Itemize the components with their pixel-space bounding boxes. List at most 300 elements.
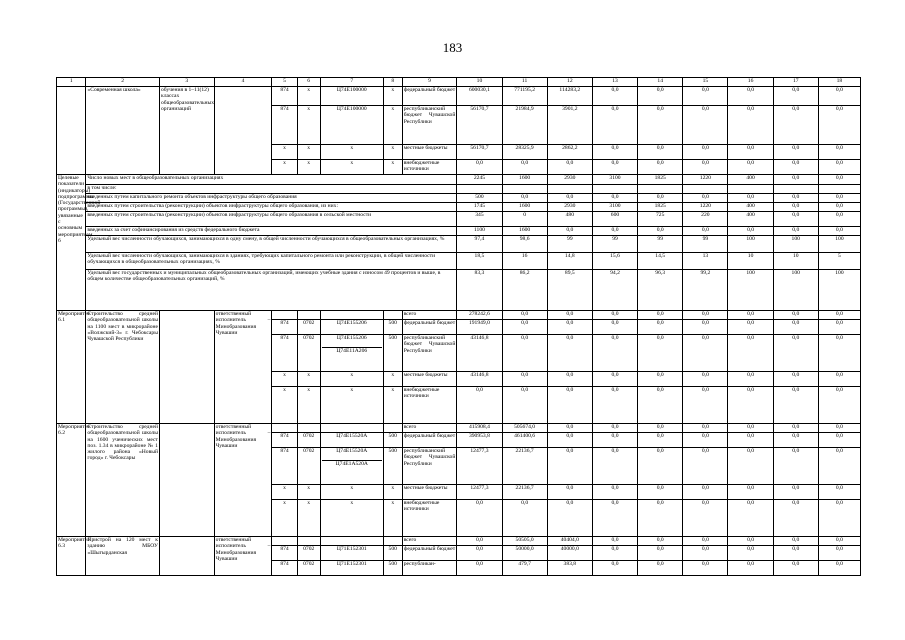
value-cell: 3100 <box>592 175 637 185</box>
value-cell: 0,0 <box>773 387 818 424</box>
value-cell: 383,8 <box>547 561 592 576</box>
table-cell <box>272 311 297 320</box>
table-cell <box>272 424 297 433</box>
funding-source: федеральный бюджет <box>402 433 457 448</box>
value-cell: 0,0 <box>592 537 637 546</box>
target-article-cell <box>320 448 383 485</box>
value-cell: 1825 <box>638 175 683 185</box>
value-cell: 0,0 <box>638 335 683 372</box>
value-cell: 56170,7 <box>457 106 502 145</box>
value-cell: 0,0 <box>683 485 728 500</box>
value-cell: 97,4 <box>457 236 502 253</box>
table-cell: х <box>272 387 297 424</box>
value-cell: 0,0 <box>728 160 773 175</box>
value-cell: 96,3 <box>638 270 683 311</box>
value-cell: 12477,3 <box>457 448 502 485</box>
value-cell: 0,0 <box>728 320 773 335</box>
column-number: 13 <box>592 78 637 87</box>
target-article-cell <box>320 387 383 424</box>
value-cell: 400 <box>728 203 773 212</box>
value-cell: 10 <box>728 253 773 270</box>
table-cell: 500 <box>383 561 402 576</box>
value-cell: 0,0 <box>728 424 773 433</box>
value-cell: 0,0 <box>818 227 860 236</box>
indicator-text: введенных за счет софинансирования из средств федерального бюджета <box>86 227 457 236</box>
value-cell: 0,0 <box>592 448 637 485</box>
value-cell: 0,0 <box>773 500 818 537</box>
value-cell: 0,0 <box>683 500 728 537</box>
value-cell: 0,0 <box>502 335 547 372</box>
value-cell: 0,0 <box>638 424 683 433</box>
target-article-cell <box>320 372 383 387</box>
indicator-text: в том числе: <box>86 185 457 194</box>
value-cell: 16 <box>502 253 547 270</box>
value-cell: 0,0 <box>638 320 683 335</box>
table-cell <box>383 424 402 433</box>
indicator-row <box>57 194 861 203</box>
indicator-row <box>57 227 861 236</box>
value-cell: 0,0 <box>818 212 860 227</box>
value-cell: 400 <box>728 212 773 227</box>
value-cell: 0,0 <box>638 106 683 145</box>
value-cell: 5 <box>818 253 860 270</box>
value-cell: 100 <box>818 236 860 253</box>
table-cell: 0702 <box>297 433 320 448</box>
value-cell: 0,0 <box>592 320 637 335</box>
value-cell: 0,0 <box>728 311 773 320</box>
value-cell: 98,6 <box>502 236 547 253</box>
value-cell: 1100 <box>457 227 502 236</box>
column-number: 14 <box>638 78 683 87</box>
value-cell: 0,0 <box>638 561 683 576</box>
value-cell: 114283,2 <box>547 87 592 106</box>
column-number: 18 <box>818 78 860 87</box>
empty-cell <box>159 424 214 537</box>
value-cell: 0,0 <box>728 448 773 485</box>
value-cell: 100 <box>728 270 773 311</box>
measure-label: Мероприятие 6.2 <box>57 424 86 537</box>
value-cell: 0,0 <box>683 320 728 335</box>
value-cell: 725 <box>638 212 683 227</box>
table-cell: 874 <box>272 335 297 372</box>
value-cell: 0,0 <box>818 311 860 320</box>
value-cell: 0,0 <box>683 424 728 433</box>
value-cell: 500 <box>457 194 502 203</box>
value-cell: 0,0 <box>547 227 592 236</box>
value-cell: 0,0 <box>638 485 683 500</box>
indicators-label: Целевые показатели (индикаторы) подпрограммы (Государственной программы), увязанные с основным мероприятием 6 <box>57 175 86 311</box>
value-cell: 0,0 <box>457 387 502 424</box>
indicator-row <box>57 175 861 185</box>
funding-source: республиканский бюджет Чувашской Республики <box>402 335 457 372</box>
value-cell: 0,0 <box>592 387 637 424</box>
value-cell: 0,0 <box>457 500 502 537</box>
value-cell: 0,0 <box>457 546 502 561</box>
column-number: 1 <box>57 78 86 87</box>
value-cell: 0,0 <box>773 433 818 448</box>
column-number: 12 <box>547 78 592 87</box>
value-cell: 83,3 <box>457 270 502 311</box>
total-row <box>57 311 861 320</box>
value-cell: 89,5 <box>547 270 592 311</box>
value-cell: 0,0 <box>818 561 860 576</box>
table-cell: 0702 <box>297 448 320 485</box>
value-cell <box>728 185 773 194</box>
value-cell: 0,0 <box>773 537 818 546</box>
value-cell: 100 <box>773 236 818 253</box>
value-cell: 0,0 <box>683 372 728 387</box>
value-cell: 505674,0 <box>502 424 547 433</box>
column-number: 11 <box>502 78 547 87</box>
target-article: х <box>350 485 354 491</box>
value-cell: 13 <box>683 253 728 270</box>
table-cell: х <box>383 87 402 106</box>
value-cell: 18,5 <box>457 253 502 270</box>
table-cell: 0702 <box>297 561 320 576</box>
value-cell: 220 <box>683 212 728 227</box>
value-cell: 0,0 <box>547 387 592 424</box>
value-cell: 0,0 <box>592 311 637 320</box>
column-number: 9 <box>402 78 457 87</box>
table-cell: х <box>383 387 402 424</box>
target-article: Ц71Е152301 <box>336 546 367 552</box>
responsible-executor: ответственный исполнитель – Минобразования Чувашии <box>214 537 272 576</box>
value-cell: 0,0 <box>683 160 728 175</box>
value-cell: 0,0 <box>818 433 860 448</box>
funding-source: федеральный бюджет <box>402 546 457 561</box>
value-cell <box>638 185 683 194</box>
value-cell: 0,0 <box>683 561 728 576</box>
table-cell: 500 <box>383 448 402 485</box>
value-cell: 0,0 <box>638 145 683 160</box>
value-cell: 0,0 <box>728 546 773 561</box>
target-article: Ц74Е15520А <box>336 433 368 439</box>
value-cell: 0,0 <box>818 194 860 203</box>
value-cell: 56170,7 <box>457 145 502 160</box>
page-number: 183 <box>442 40 463 55</box>
table-cell: 0702 <box>297 546 320 561</box>
target-article-cell <box>320 561 383 576</box>
measure-name: Строительство средней общеобразовательной школы на 1100 мест в микрорайоне «Волжский-3» г. Чебоксары Чувашской Республики <box>86 311 160 424</box>
column-number: 4 <box>214 78 272 87</box>
value-cell: 0,0 <box>773 227 818 236</box>
value-cell: 100 <box>728 236 773 253</box>
indicator-row <box>57 236 861 253</box>
value-cell: 0,0 <box>592 194 637 203</box>
value-cell: 0,0 <box>773 175 818 185</box>
value-cell: 0,0 <box>547 424 592 433</box>
value-cell: 0,0 <box>818 500 860 537</box>
total-row <box>57 424 861 433</box>
value-cell <box>457 185 502 194</box>
value-cell: 0,0 <box>728 485 773 500</box>
indicator-row <box>57 212 861 227</box>
value-cell: 0,0 <box>638 500 683 537</box>
value-cell: 0,0 <box>592 546 637 561</box>
value-cell: 0,0 <box>683 448 728 485</box>
indicator-row <box>57 185 861 194</box>
table-cell: х <box>297 160 320 175</box>
value-cell: 0,0 <box>818 485 860 500</box>
value-cell: 100 <box>773 270 818 311</box>
value-cell: 0,0 <box>818 106 860 145</box>
target-article: Ц74Е155206 <box>336 335 367 341</box>
value-cell: 461400,6 <box>502 433 547 448</box>
value-cell: 0,0 <box>818 160 860 175</box>
value-cell: 0,0 <box>592 485 637 500</box>
value-cell: 22136,7 <box>502 485 547 500</box>
value-cell: 0,0 <box>683 227 728 236</box>
value-cell: 0,0 <box>547 320 592 335</box>
value-cell: 50505,0 <box>502 537 547 546</box>
value-cell: 15,6 <box>592 253 637 270</box>
value-cell: 0,0 <box>502 387 547 424</box>
value-cell: 0,0 <box>773 160 818 175</box>
column-number: 10 <box>457 78 502 87</box>
value-cell: 3901,2 <box>547 106 592 145</box>
value-cell: 390953,8 <box>457 433 502 448</box>
value-cell: 1220 <box>683 203 728 212</box>
value-cell: 0,0 <box>502 194 547 203</box>
value-cell: 0,0 <box>773 320 818 335</box>
value-cell: 479,7 <box>502 561 547 576</box>
table-cell: Ц74Е100000 <box>320 87 383 106</box>
value-cell: 94,2 <box>592 270 637 311</box>
value-cell: 0,0 <box>818 87 860 106</box>
value-cell: 0,0 <box>728 433 773 448</box>
value-cell: 43146,8 <box>457 335 502 372</box>
value-cell: 0,0 <box>638 227 683 236</box>
indicator-text: Удельный вес численности обучающихся, занимающихся в зданиях, требующих капитального ремонта или реконструкции, в общей численности обучающихся в общеобразовательных организациях, % <box>86 253 457 270</box>
funding-row <box>57 87 861 106</box>
table-cell: х <box>383 160 402 175</box>
table-cell: х <box>320 160 383 175</box>
value-cell: 0,0 <box>728 372 773 387</box>
value-cell: 0,0 <box>773 87 818 106</box>
value-cell: 0,0 <box>818 372 860 387</box>
value-cell: 22136,7 <box>502 448 547 485</box>
value-cell: 0,0 <box>592 160 637 175</box>
value-cell: 0,0 <box>683 546 728 561</box>
value-cell: 86,2 <box>502 270 547 311</box>
value-cell: 99 <box>683 236 728 253</box>
value-cell: 0,0 <box>502 500 547 537</box>
value-cell: 191949,0 <box>457 320 502 335</box>
value-cell: 0,0 <box>818 424 860 433</box>
target-article: Ц74Е15520А <box>336 448 368 454</box>
value-cell: 0,0 <box>728 335 773 372</box>
value-cell: 0,0 <box>638 546 683 561</box>
value-cell: 50000,0 <box>502 546 547 561</box>
indicator-text: введенных путем строительства (реконструкции) объектов инфраструктуры общего образования в сельской местности <box>86 212 457 227</box>
value-cell: 0,0 <box>683 145 728 160</box>
value-cell: 0,0 <box>592 424 637 433</box>
value-cell: 1825 <box>638 203 683 212</box>
value-cell: 0,0 <box>773 145 818 160</box>
measure-label: Мероприятие 6.1 <box>57 311 86 424</box>
event-name: «Современная школа» <box>86 87 160 175</box>
funding-source: внебюджетные источники <box>402 387 457 424</box>
funding-source: местные бюджеты <box>402 145 457 160</box>
value-cell: 99 <box>638 236 683 253</box>
funding-source: всего <box>402 424 457 433</box>
responsible-executor: ответственный исполнитель – Минобразования Чувашии <box>214 424 272 537</box>
value-cell: 0,0 <box>683 194 728 203</box>
value-cell: 0,0 <box>818 320 860 335</box>
target-article: х <box>350 500 354 506</box>
column-number: 6 <box>297 78 320 87</box>
value-cell: 0,0 <box>773 311 818 320</box>
table-cell <box>272 537 297 546</box>
table-cell: х <box>272 500 297 537</box>
indicator-text: введенных путем капитального ремонта объектов инфраструктуры общего образования <box>86 194 457 203</box>
value-cell: 1745 <box>457 203 502 212</box>
value-cell: 0,0 <box>638 160 683 175</box>
responsible-executor: ответственный исполнитель – Минобразования Чувашии <box>214 311 272 424</box>
value-cell: 0,0 <box>683 537 728 546</box>
indicator-text: Удельный вес численности обучающихся, занимающихся в одну смену, в общей численности обучающихся в общеобразовательных организациях, % <box>86 236 457 253</box>
table-cell <box>320 311 383 320</box>
value-cell: 1600 <box>502 203 547 212</box>
value-cell <box>592 185 637 194</box>
value-cell <box>773 185 818 194</box>
table-cell: х <box>297 145 320 160</box>
value-cell: 0,0 <box>683 311 728 320</box>
table-cell: х <box>383 485 402 500</box>
value-cell: 2245 <box>457 175 502 185</box>
funding-source: федеральный бюджет <box>402 87 457 106</box>
table-cell: х <box>297 106 320 145</box>
budget-table <box>56 77 861 576</box>
measure-name: Строительство средней общеобразовательной школы на 1600 ученических мест поз. 1.34 в микрорайоне № 1 жилого района «Новый город» г. Чебоксары <box>86 424 160 537</box>
empty-cell <box>214 87 272 175</box>
table-cell: 500 <box>383 320 402 335</box>
value-cell: 99,2 <box>683 270 728 311</box>
value-cell: 278242,6 <box>457 311 502 320</box>
table-cell: х <box>297 372 320 387</box>
value-cell: 0,0 <box>683 87 728 106</box>
table-cell: 500 <box>383 335 402 372</box>
value-cell: 2862,2 <box>547 145 592 160</box>
funding-source: республикан- <box>402 561 457 576</box>
target-article: Ц71Е152301 <box>336 561 367 567</box>
value-cell: 600 <box>592 212 637 227</box>
value-cell: 0,0 <box>773 424 818 433</box>
value-cell: 0,0 <box>638 433 683 448</box>
value-cell: 21984,9 <box>502 106 547 145</box>
value-cell: 0,0 <box>592 500 637 537</box>
table-cell <box>320 424 383 433</box>
value-cell: 0,0 <box>773 106 818 145</box>
value-cell: 14,5 <box>638 253 683 270</box>
table-cell <box>297 424 320 433</box>
value-cell: 0,0 <box>502 372 547 387</box>
table-cell: 500 <box>383 433 402 448</box>
column-number: 17 <box>773 78 818 87</box>
value-cell: 0,0 <box>728 500 773 537</box>
table-cell: х <box>272 160 297 175</box>
value-cell: 0 <box>502 212 547 227</box>
funding-source: местные бюджеты <box>402 485 457 500</box>
value-cell: 0,0 <box>638 194 683 203</box>
value-cell: 771195,2 <box>502 87 547 106</box>
value-cell: 0,0 <box>683 335 728 372</box>
value-cell: 0,0 <box>547 500 592 537</box>
target-article-cell <box>320 433 383 448</box>
column-number: 3 <box>159 78 214 87</box>
target-article: х <box>350 387 354 393</box>
value-cell: 12477,3 <box>457 485 502 500</box>
value-cell: 0,0 <box>773 485 818 500</box>
column-number: 5 <box>272 78 297 87</box>
value-cell: 1600 <box>502 175 547 185</box>
value-cell: 0,0 <box>728 387 773 424</box>
target-article: Ц74Е11А206 <box>322 347 382 354</box>
value-cell: 0,0 <box>818 335 860 372</box>
indicator-row <box>57 203 861 212</box>
value-cell: 99 <box>592 236 637 253</box>
target-article-cell <box>320 485 383 500</box>
value-cell: 0,0 <box>592 87 637 106</box>
table-cell: 0702 <box>297 320 320 335</box>
value-cell: 0,0 <box>547 448 592 485</box>
table-cell: х <box>383 372 402 387</box>
indicator-text: введенных путем строительства (реконструкции) объектов инфраструктуры общего образования, из них: <box>86 203 457 212</box>
value-cell <box>683 185 728 194</box>
table-cell: 874 <box>272 561 297 576</box>
value-cell: 14,8 <box>547 253 592 270</box>
funding-source: внебюджетные источники <box>402 160 457 175</box>
total-row <box>57 537 861 546</box>
indicator-row <box>57 270 861 311</box>
value-cell: 0,0 <box>638 448 683 485</box>
value-cell <box>547 185 592 194</box>
value-cell: 0,0 <box>592 106 637 145</box>
value-cell: 40404,0 <box>547 537 592 546</box>
value-cell: 0,0 <box>457 561 502 576</box>
value-cell: 0,0 <box>728 537 773 546</box>
target-article: Ц74Е1А520А <box>322 460 382 467</box>
value-cell: 100 <box>818 270 860 311</box>
header-row <box>57 78 861 87</box>
empty-cell <box>159 537 214 576</box>
value-cell: 0,0 <box>547 433 592 448</box>
value-cell: 0,0 <box>773 372 818 387</box>
measure-name: Пристрой на 120 мест к зданию МБОУ «Шыгырданская <box>86 537 160 576</box>
value-cell: 0,0 <box>773 546 818 561</box>
value-cell: 0,0 <box>773 335 818 372</box>
value-cell: 0,0 <box>773 203 818 212</box>
table-cell <box>320 537 383 546</box>
value-cell: 0,0 <box>638 372 683 387</box>
value-cell: 0,0 <box>818 448 860 485</box>
value-cell: 0,0 <box>683 106 728 145</box>
value-cell: 0,0 <box>457 537 502 546</box>
measure-label: Мероприятие 6.3 <box>57 537 86 576</box>
table-cell <box>383 537 402 546</box>
table-cell: 874 <box>272 106 297 145</box>
value-cell: 0,0 <box>818 546 860 561</box>
value-cell: 345 <box>457 212 502 227</box>
funding-source: внебюджетные источники <box>402 500 457 537</box>
target-article-cell <box>320 320 383 335</box>
table-cell: 874 <box>272 433 297 448</box>
table-cell: х <box>320 145 383 160</box>
column-number: 15 <box>683 78 728 87</box>
value-cell: 1220 <box>683 175 728 185</box>
target-article: х <box>350 372 354 378</box>
value-cell: 600030,1 <box>457 87 502 106</box>
